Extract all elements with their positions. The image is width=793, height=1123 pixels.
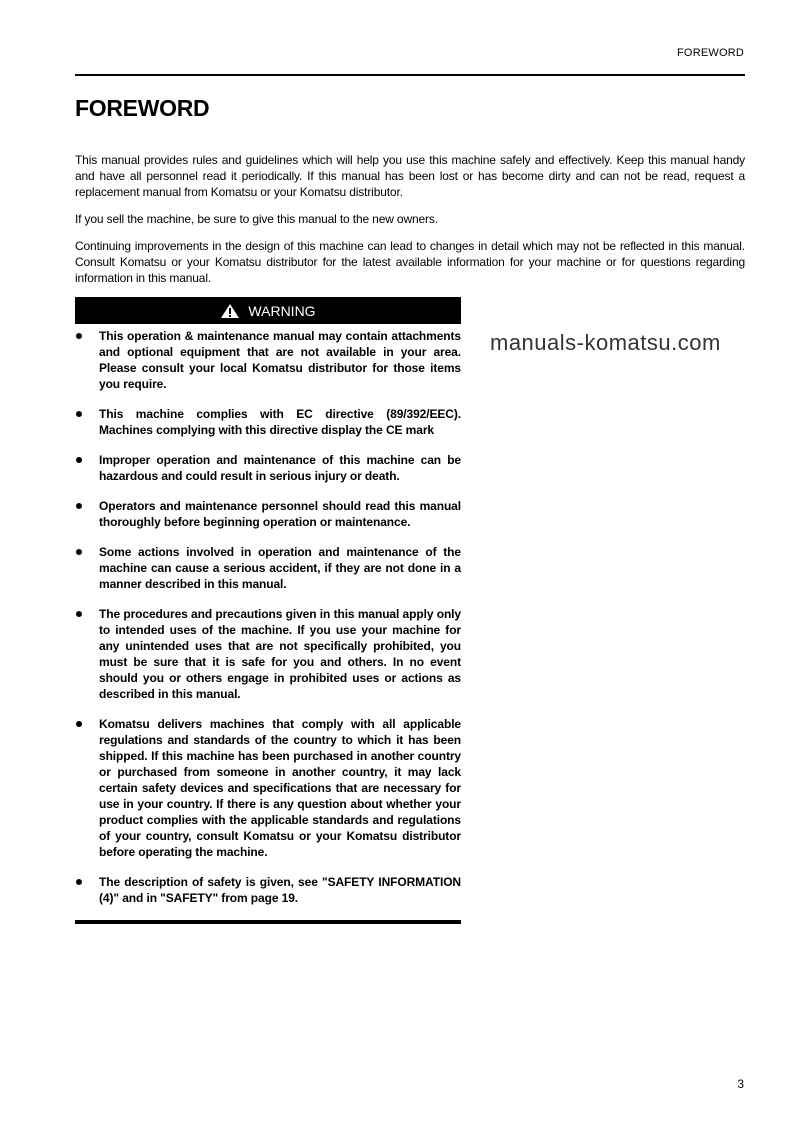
list-item [75,544,461,592]
content-flow [75,152,745,924]
bullet-icon [76,411,82,417]
list-item-text: Some actions involved in operation and maintenance of the machine can cause a serious accident, if they are not done in a manner described in this manual. [99,545,461,591]
watermark: manuals-komatsu.com [490,330,721,355]
list-item [75,406,461,438]
paragraph: If you sell the machine, be sure to give this manual to the new owners. [75,212,438,226]
running-header: FOREWORD [677,47,744,59]
intro-text [75,152,745,286]
list-item [75,874,461,906]
page-title: FOREWORD [75,95,210,121]
list-item-text: The procedures and precautions given in this manual apply only to intended uses of the machine. If you use your machine for any unintended uses that are not specifically prohibited, you must be sure that it is safe for you and others. In no event should you or others engage in prohibited uses or actions as described in this manual. [99,607,461,701]
bullet-icon [76,549,82,555]
bullet-icon [76,333,82,339]
bullet-icon [76,503,82,509]
list-item [75,606,461,702]
bullet-icon [76,879,82,885]
list-item [75,452,461,484]
bullet-icon [76,611,82,617]
list-item-text: This machine complies with EC directive (89/392/EEC). Machines complying with this directive display the CE mark [99,407,461,437]
warning-list [75,328,461,906]
paragraph: This manual provides rules and guidelines which will help you use this machine safely and effectively. Keep this manual handy and have all personnel read it periodically. If this manual has been lost or has become dirty and can not be read, request a replacement manual from Komatsu or your Komatsu distributor. [75,153,745,199]
warning-triangle-icon [220,303,240,319]
list-item [75,498,461,530]
list-item-text: Improper operation and maintenance of this machine can be hazardous and could result in serious injury or death. [99,453,461,483]
bullet-icon [76,457,82,463]
paragraph: Continuing improvements in the design of this machine can lead to changes in detail which may not be reflected in this manual. Consult Komatsu or your Komatsu distributor for the latest available information for your machine or for questions regarding information in this manual. [75,239,745,285]
warning-label: WARNING [248,302,316,319]
list-item [75,328,461,392]
warning-end-rule [75,920,461,924]
header-rule [75,74,745,76]
page-number: 3 [737,1077,744,1091]
list-item-text: Komatsu delivers machines that comply with all applicable regulations and standards of the country to which it has been shipped. If this machine has been purchased in another country or purchased from someone in another country, it may lack certain safety devices and specifications that are necessary for use in your country. If there is any question about whether your product complies with the applicable standards and regulations of your country, consult Komatsu or your Komatsu distributor before operating the machine. [99,717,461,859]
warning-banner [75,297,461,324]
bullet-icon [76,721,82,727]
list-item-text: The description of safety is given, see "SAFETY INFORMATION (4)" and in "SAFETY" from page 19. [99,875,461,905]
list-item-text: Operators and maintenance personnel should read this manual thoroughly before beginning operation or maintenance. [99,499,461,529]
list-item [75,716,461,860]
list-item-text: This operation & maintenance manual may contain attachments and optional equipment that are not available in your area. Please consult your local Komatsu distributor for those items you require. [99,329,461,391]
